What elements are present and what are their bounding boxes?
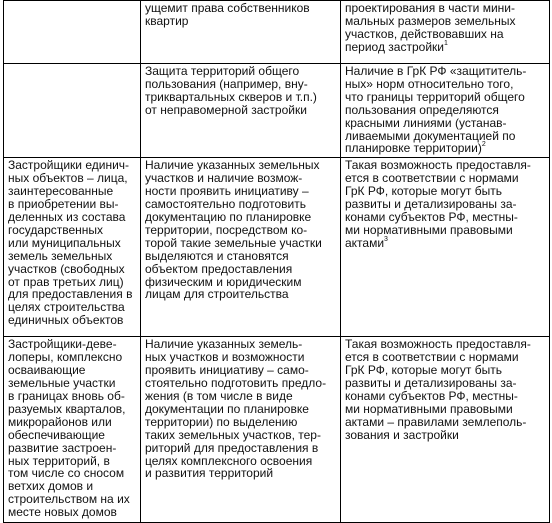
cell-text: Наличие указанных земельных участков и наличие возмож- ности проявить инициативу – самостоятельно подготовить документацию по планировке территории, посредством ко- торой такие земельные участки выделяются и становятся объектом предоставления физическим и юридическим лицам для строительства [145, 158, 322, 302]
cell-text-body: Такая возможность предоставля- ется в соответствии с нормами ГрК РФ, которые могут быть развиты и детализированы за- конами субъектов РФ, местны- ми нормативными правовыми актами [345, 158, 531, 250]
cell-text: Застройщики-деве- лоперы, комплексно осваивающие земельные участки в границах вновь об- разуемых кварталов, микрорайонов или обеспечивающие развитие застроен- ных территорий, в том числе со сносом ветхих домов и строительством на их месте новых домов [8, 337, 130, 520]
table-cell-mechanism [341, 1, 550, 64]
table-cell-interest [141, 337, 341, 523]
table-cell-mechanism [341, 337, 550, 523]
cell-text: Наличие указанных земель- ных участков и возможности проявить инициативу – само- стоятельно подготовить предло- жения (в том числе в виде документации по планировке территории) по выделению таких земельных участков, тер- риторий для предоставления в целях комплексного освоения и развития территорий [145, 337, 327, 481]
cell-text-body: Наличие в ГрК РФ «защититель- ных» норм относительно того, что границы территорий общего пользования определяются красными линиями (устанав- ливаемыми документацией по планировке территории) [345, 64, 527, 156]
table-cell-interest [141, 158, 341, 337]
table-row [4, 64, 550, 158]
cell-text [345, 159, 546, 249]
cell-text [345, 338, 546, 441]
footnote-marker: 2 [481, 141, 486, 149]
table-cell-interest [141, 1, 341, 64]
table-row [4, 158, 550, 337]
footnote-marker: 3 [384, 235, 388, 243]
footnote-marker: 1 [443, 39, 448, 47]
cell-text-body: Такая возможность предоставля- ется в соответствии с нормами ГрК РФ, которые могут быть развиты и детализированы за- конами субъектов РФ, местны- ми нормативными правовыми актами – правилами землеполь- зования и застройки [345, 337, 531, 442]
table-cell-interest [141, 64, 341, 158]
cell-text: ущемит права собственников квартир [145, 1, 310, 28]
table-cell-mechanism [341, 158, 550, 337]
cell-text [345, 2, 546, 54]
table-row [4, 1, 550, 64]
cell-text-body: проектирования в части мини- мальных размеров земельных участков, действовавших на период застройки [345, 1, 516, 54]
comparison-table [3, 0, 550, 523]
cell-text [345, 65, 546, 155]
cell-text: Защита территорий общего пользования (например, вну- триквартальных скверов и т.п.) от неправомерной застройки [145, 64, 317, 117]
table-cell-subject [4, 337, 141, 523]
table-cell-mechanism [341, 64, 550, 158]
table-cell-subject [4, 64, 141, 158]
table-cell-subject [4, 1, 141, 64]
table-cell-subject [4, 158, 141, 337]
table-row [4, 337, 550, 523]
cell-text: Застройщики единич- ных объектов – лица, заинтересованные в приобретении вы- деленных из состава государственных или муниципальных земель земельных участков (свободных от прав третьих лиц) для предоставления в целях строительства единичных объектов [8, 158, 133, 328]
